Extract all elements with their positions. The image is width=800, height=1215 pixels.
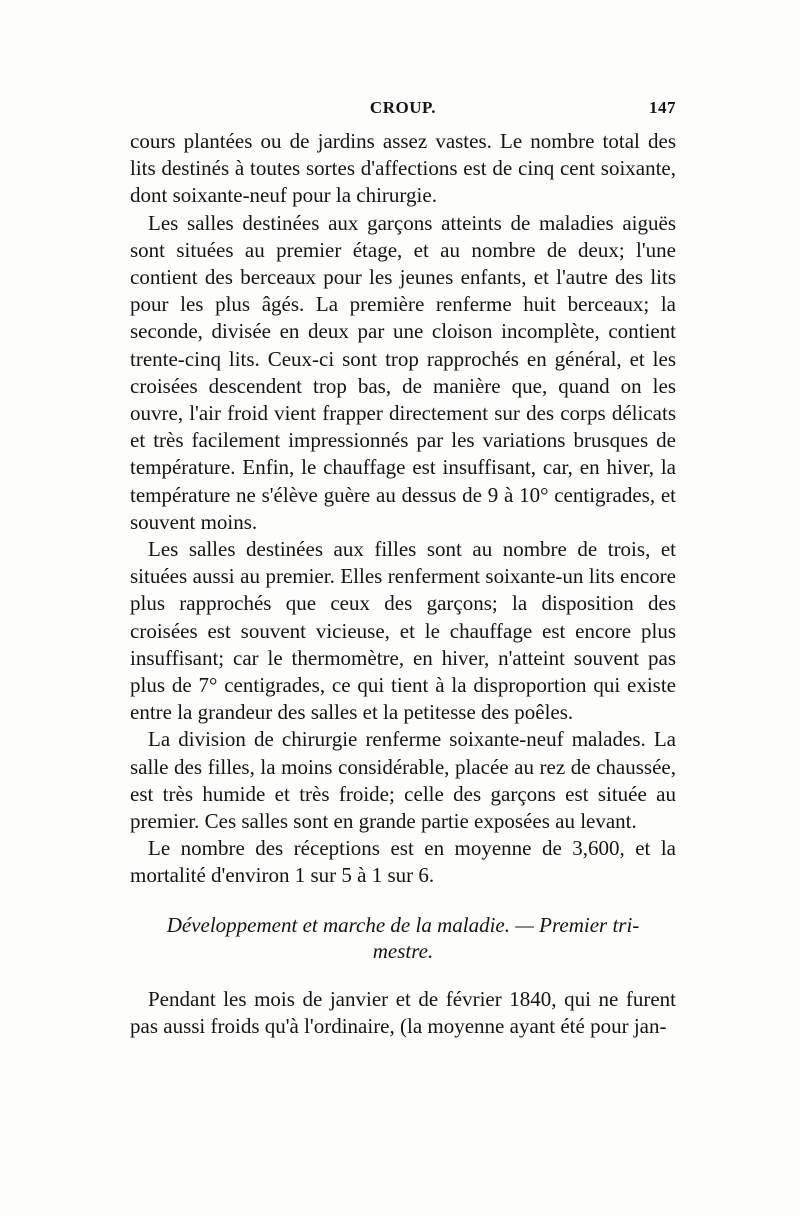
paragraph-surgery-division: La division de chirurgie renferme soixante-neuf malades. La salle des filles, la moins considérable, placée au rez de chaussée, est très humide et très froide; celle des garçons est située au premier. Ces salles sont en grande partie exposées au levant.	[130, 727, 676, 834]
section-heading-line-2: mestre.	[372, 938, 434, 963]
running-head	[130, 98, 676, 124]
section-heading	[130, 912, 676, 964]
section-heading-line-1: Développement et marche de la maladie. — Premier tri-	[166, 912, 640, 937]
paragraph-january-february: Pendant les mois de janvier et de février 1840, qui ne furent pas aussi froids qu'à l'ordinaire, (la moyenne ayant été pour jan-	[130, 986, 676, 1038]
page-number: 147	[649, 98, 676, 117]
paragraph-admissions: Le nombre des réceptions est en moyenne de 3,600, et la mortalité d'environ 1 sur 5 à 1 sur 6.	[130, 836, 676, 888]
body-text	[130, 128, 676, 1040]
paragraph-continued: cours plantées ou de jardins assez vastes. Le nombre total des lits destinés à toutes sortes d'affections est de cinq cent soixante, dont soixante-neuf pour la chirurgie.	[130, 129, 676, 208]
paragraph-boys-wards: Les salles destinées aux garçons atteints de maladies aiguës sont situées au premier étage, et au nombre de deux; l'une contient des berceaux pour les jeunes enfants, et l'autre des lits pour les plus âgés. La première renferme huit berceaux; la seconde, divisée en deux par une cloison incomplète, contient trente-cinq lits. Ceux-ci sont trop rapprochés en général, et les croisées descendent trop bas, de manière que, quand on les ouvre, l'air froid vient frapper directement sur des corps délicats et très facilement impressionnés par les variations brusques de température. Enfin, le chauffage est insuffisant, car, en hiver, la température ne s'élève guère au dessus de 9 à 10° centigrades, et souvent moins.	[130, 210, 676, 534]
running-title: CROUP.	[369, 98, 437, 117]
paragraph-girls-wards: Les salles destinées aux filles sont au nombre de trois, et situées aussi au premier. Elles renferment soixante-un lits encore plus rapprochés que ceux des garçons; la disposition des croisées est souvent vicieuse, et le chauffage est encore plus insuffisant; car le thermomètre, en hiver, n'atteint souvent pas plus de 7° centigrades, ce qui tient à la disproportion qui existe entre la grandeur des salles et la petitesse des poêles.	[130, 537, 676, 725]
